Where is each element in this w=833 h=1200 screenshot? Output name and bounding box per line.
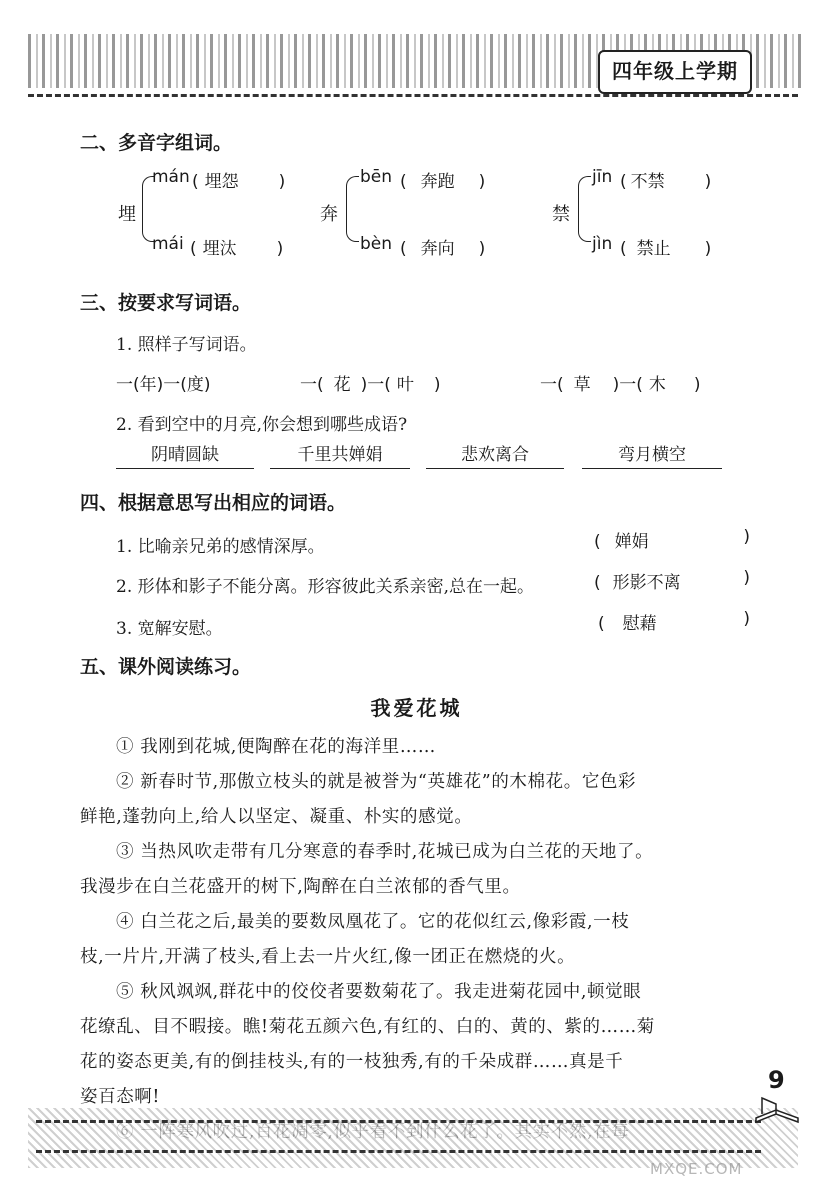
section3-heading: 三、按要求写词语。 (80, 292, 252, 314)
idiom-answer: 弯月横空 (582, 442, 722, 469)
answer-word: 花 (333, 375, 351, 395)
passage-line: ⑤ 秋风飒飒,群花中的佼佼者要数菊花了。我走进菊花园中,顿觉眼 (116, 982, 642, 1002)
section3-q1: 1. 照样子写词语。 (116, 335, 257, 355)
idiom-answer: 阴晴圆缺 (116, 442, 254, 469)
polyphone-char: 奔 (320, 204, 338, 225)
brace (578, 176, 591, 242)
pinyin: mái (152, 234, 184, 254)
footer-divider (36, 1150, 761, 1153)
polyphone-char: 禁 (552, 204, 570, 225)
definition-question: 2. 形体和影子不能分离。形容彼此关系亲密,总在一起。 (116, 577, 535, 597)
passage-line: ① 我刚到花城,便陶醉在花的海洋里…… (116, 737, 437, 757)
definition-question: 3. 宽解安慰。 (116, 619, 223, 639)
passage-line: 花的姿态更美,有的倒挂枝头,有的一枝独秀,有的千朵成群……真是千 (80, 1052, 624, 1072)
passage-line: 姿百态啊! (80, 1087, 161, 1107)
pattern-pair-2: 一( 花 )一( 叶 ) (300, 375, 441, 395)
answer-word: 埋怨 (204, 172, 239, 192)
book-icon (752, 1090, 802, 1126)
answer-word: 禁止 (636, 239, 671, 259)
pattern-pair-3: 一( 草 )一( 木 ) (540, 375, 701, 395)
idiom-answer: 悲欢离合 (426, 442, 564, 469)
idiom-answer: 千里共婵娟 (270, 442, 410, 469)
footer-decoration (28, 1108, 798, 1168)
passage-line: 我漫步在白兰花盛开的树下,陶醉在白兰浓郁的香气里。 (80, 877, 521, 897)
grade-badge: 四年级上学期 (598, 50, 752, 94)
passage-line: ④ 白兰花之后,最美的要数凤凰花了。它的花似红云,像彩霞,一枝 (116, 912, 630, 932)
pinyin: jìn (592, 234, 613, 254)
pattern-pair-1: 一(年)一(度) (116, 375, 211, 395)
page-number: 9 (768, 1066, 785, 1094)
pinyin: bèn (360, 234, 393, 254)
answer-word: 草 (573, 375, 591, 395)
answer-word: 形影不离 (612, 573, 681, 593)
reading-passage (80, 730, 760, 1150)
section5-heading: 五、课外阅读练习。 (80, 656, 252, 678)
passage-line: 枝,一片片,开满了枝头,看上去一片火红,像一团正在燃烧的火。 (80, 947, 576, 967)
definition-answer-box: ( 慰藉 ) (598, 609, 750, 634)
section2-heading: 二、多音字组词。 (80, 132, 233, 154)
pinyin: mán (152, 167, 190, 187)
passage-line: ② 新春时节,那傲立枝头的就是被誉为“英雄花”的木棉花。它色彩 (116, 772, 637, 792)
polyphone-char: 埋 (118, 204, 136, 225)
pinyin: jīn (592, 167, 613, 187)
passage-line: ③ 当热风吹走带有几分寒意的春季时,花城已成为白兰花的天地了。 (116, 842, 654, 862)
answer-word: 慰藉 (622, 614, 657, 634)
pinyin: bēn (360, 167, 393, 187)
section4-heading: 四、根据意思写出相应的词语。 (80, 492, 347, 514)
answer-word: 年 (139, 375, 157, 395)
definition-question: 1. 比喻亲兄弟的感情深厚。 (116, 537, 325, 557)
answer-word: 不禁 (630, 172, 665, 192)
reading-title: 我爱花城 (370, 696, 463, 720)
brace (346, 176, 359, 242)
header-divider (28, 94, 798, 97)
watermark: MXQE.COM (650, 1160, 743, 1178)
section3-q2: 2. 看到空中的月亮,你会想到哪些成语? (116, 415, 408, 435)
passage-line: 花缭乱、目不暇接。瞧!菊花五颜六色,有红的、白的、黄的、紫的……菊 (80, 1017, 655, 1037)
footer-divider (36, 1120, 761, 1123)
definition-answer-box: ( 婵娟 ) (594, 527, 750, 552)
answer-word: 婵娟 (614, 532, 649, 552)
answer-word: 奔向 (420, 239, 455, 259)
answer-word: 埋汰 (202, 239, 237, 259)
answer-word: 度 (186, 375, 204, 395)
answer-word: 奔跑 (420, 172, 455, 192)
definition-answer-box: ( 形影不离 ) (594, 568, 750, 593)
answer-word: 叶 (396, 375, 414, 395)
answer-word: 木 (648, 375, 666, 395)
passage-line: 鲜艳,蓬勃向上,给人以坚定、凝重、朴实的感觉。 (80, 807, 473, 827)
